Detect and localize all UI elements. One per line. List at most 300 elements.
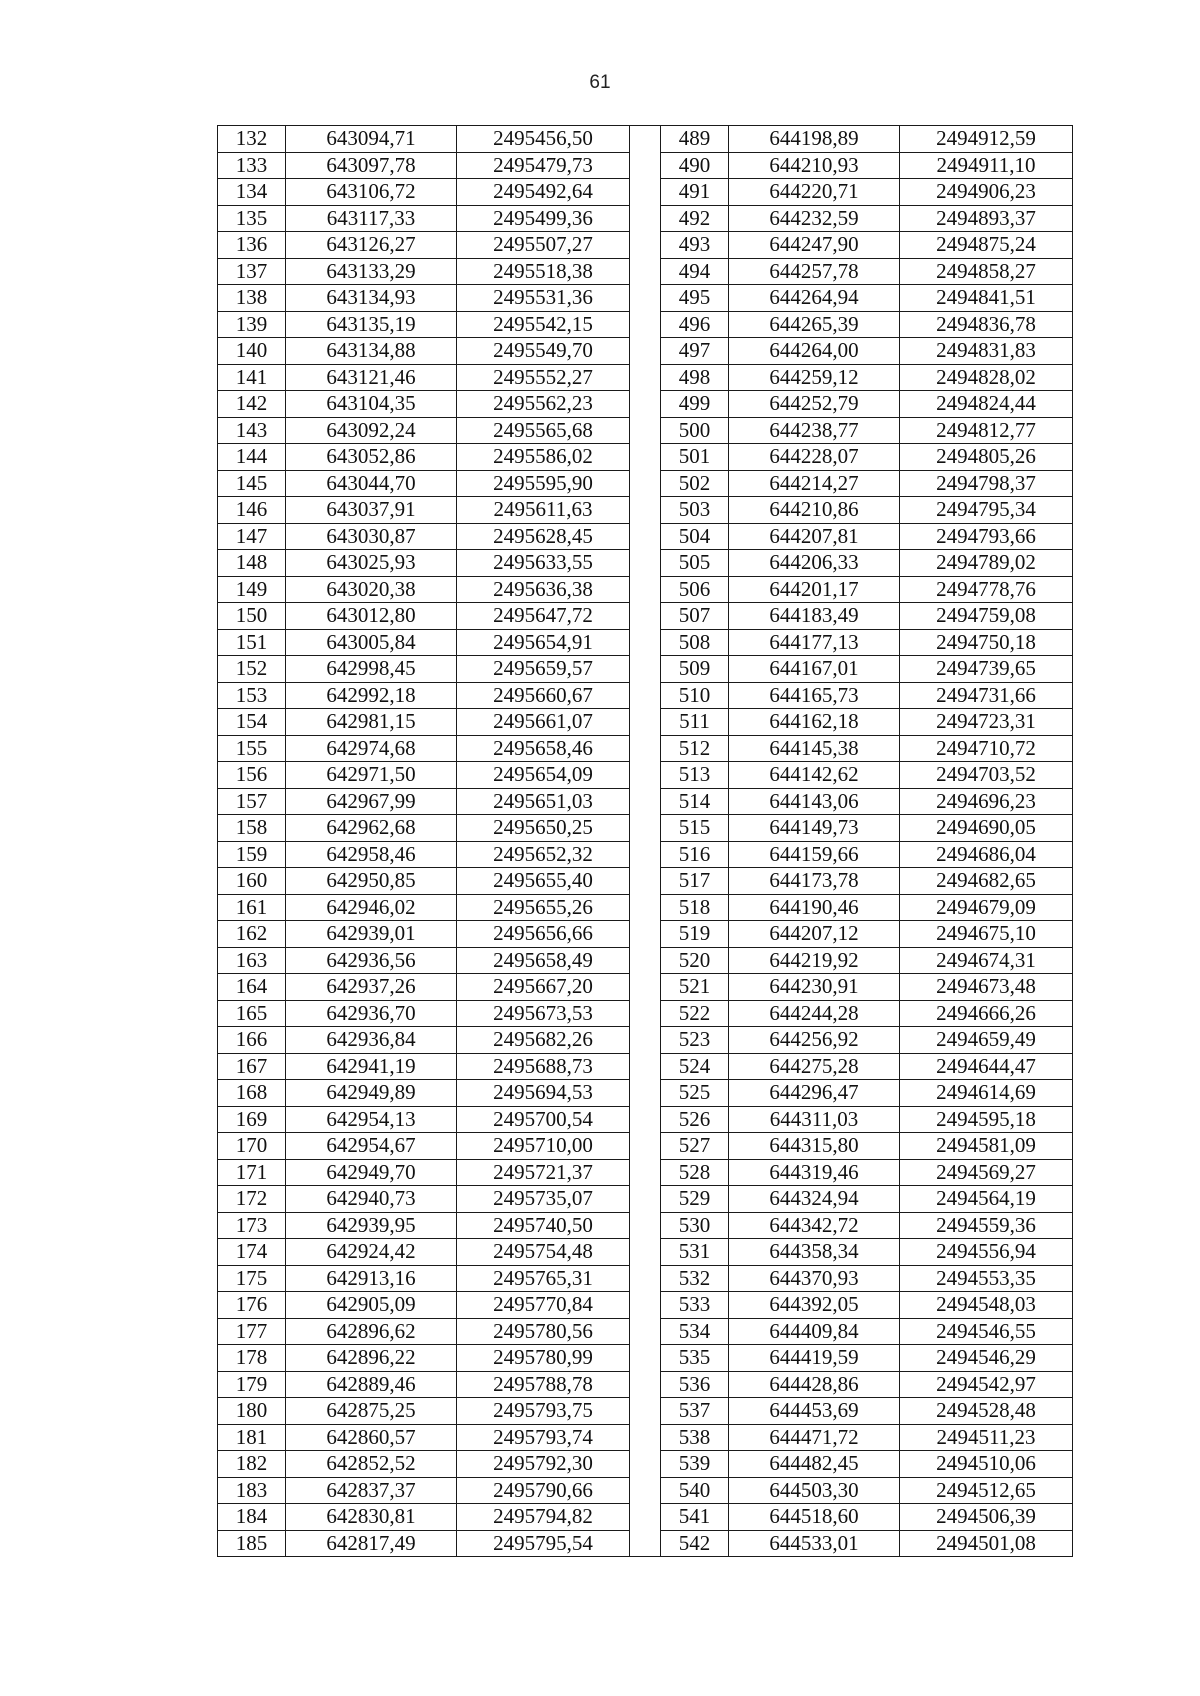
x-coordinate-cell: 644296,47 — [729, 1080, 900, 1107]
y-coordinate-cell: 2494548,03 — [900, 1292, 1073, 1319]
y-coordinate-cell: 2495565,68 — [457, 417, 630, 444]
table-row — [661, 603, 1073, 630]
table-row — [218, 1080, 630, 1107]
table-row — [218, 1106, 630, 1133]
point-number-cell: 509 — [661, 656, 729, 683]
y-coordinate-cell: 2494581,09 — [900, 1133, 1073, 1160]
table-row — [661, 894, 1073, 921]
y-coordinate-cell: 2495652,32 — [457, 841, 630, 868]
x-coordinate-cell: 643044,70 — [286, 470, 457, 497]
coordinates-table-right-body — [661, 126, 1073, 1557]
table-row — [661, 126, 1073, 153]
point-number-cell: 538 — [661, 1424, 729, 1451]
coordinates-table-right — [660, 125, 1073, 1557]
x-coordinate-cell: 642950,85 — [286, 868, 457, 895]
x-coordinate-cell: 644220,71 — [729, 179, 900, 206]
y-coordinate-cell: 2494793,66 — [900, 523, 1073, 550]
point-number-cell: 508 — [661, 629, 729, 656]
table-row — [218, 470, 630, 497]
y-coordinate-cell: 2494659,49 — [900, 1027, 1073, 1054]
y-coordinate-cell: 2494778,76 — [900, 576, 1073, 603]
y-coordinate-cell: 2494501,08 — [900, 1530, 1073, 1557]
y-coordinate-cell: 2495650,25 — [457, 815, 630, 842]
table-row — [218, 1133, 630, 1160]
point-number-cell: 534 — [661, 1318, 729, 1345]
y-coordinate-cell: 2495721,37 — [457, 1159, 630, 1186]
point-number-cell: 532 — [661, 1265, 729, 1292]
y-coordinate-cell: 2494666,26 — [900, 1000, 1073, 1027]
y-coordinate-cell: 2495633,55 — [457, 550, 630, 577]
x-coordinate-cell: 644228,07 — [729, 444, 900, 471]
y-coordinate-cell: 2495628,45 — [457, 523, 630, 550]
x-coordinate-cell: 642889,46 — [286, 1371, 457, 1398]
point-number-cell: 171 — [218, 1159, 286, 1186]
y-coordinate-cell: 2494674,31 — [900, 947, 1073, 974]
table-row — [218, 550, 630, 577]
y-coordinate-cell: 2495788,78 — [457, 1371, 630, 1398]
point-number-cell: 517 — [661, 868, 729, 895]
point-number-cell: 182 — [218, 1451, 286, 1478]
y-coordinate-cell: 2495795,54 — [457, 1530, 630, 1557]
point-number-cell: 158 — [218, 815, 286, 842]
y-coordinate-cell: 2495694,53 — [457, 1080, 630, 1107]
x-coordinate-cell: 642967,99 — [286, 788, 457, 815]
table-row — [661, 629, 1073, 656]
y-coordinate-cell: 2495673,53 — [457, 1000, 630, 1027]
point-number-cell: 147 — [218, 523, 286, 550]
point-number-cell: 138 — [218, 285, 286, 312]
y-coordinate-cell: 2494696,23 — [900, 788, 1073, 815]
point-number-cell: 159 — [218, 841, 286, 868]
table-row — [218, 285, 630, 312]
point-number-cell: 527 — [661, 1133, 729, 1160]
y-coordinate-cell: 2495655,40 — [457, 868, 630, 895]
point-number-cell: 504 — [661, 523, 729, 550]
x-coordinate-cell: 644503,30 — [729, 1477, 900, 1504]
point-number-cell: 144 — [218, 444, 286, 471]
y-coordinate-cell: 2495790,66 — [457, 1477, 630, 1504]
y-coordinate-cell: 2494723,31 — [900, 709, 1073, 736]
x-coordinate-cell: 642998,45 — [286, 656, 457, 683]
x-coordinate-cell: 644409,84 — [729, 1318, 900, 1345]
x-coordinate-cell: 644159,66 — [729, 841, 900, 868]
y-coordinate-cell: 2495794,82 — [457, 1504, 630, 1531]
y-coordinate-cell: 2495735,07 — [457, 1186, 630, 1213]
y-coordinate-cell: 2495531,36 — [457, 285, 630, 312]
point-number-cell: 173 — [218, 1212, 286, 1239]
table-row — [661, 656, 1073, 683]
y-coordinate-cell: 2495654,09 — [457, 762, 630, 789]
point-number-cell: 507 — [661, 603, 729, 630]
y-coordinate-cell: 2495549,70 — [457, 338, 630, 365]
x-coordinate-cell: 642937,26 — [286, 974, 457, 1001]
y-coordinate-cell: 2494546,29 — [900, 1345, 1073, 1372]
x-coordinate-cell: 643097,78 — [286, 152, 457, 179]
x-coordinate-cell: 644259,12 — [729, 364, 900, 391]
x-coordinate-cell: 642913,16 — [286, 1265, 457, 1292]
x-coordinate-cell: 642958,46 — [286, 841, 457, 868]
x-coordinate-cell: 644214,27 — [729, 470, 900, 497]
y-coordinate-cell: 2494673,48 — [900, 974, 1073, 1001]
y-coordinate-cell: 2494542,97 — [900, 1371, 1073, 1398]
point-number-cell: 167 — [218, 1053, 286, 1080]
point-number-cell: 168 — [218, 1080, 286, 1107]
x-coordinate-cell: 642830,81 — [286, 1504, 457, 1531]
table-row — [661, 1424, 1073, 1451]
y-coordinate-cell: 2495780,99 — [457, 1345, 630, 1372]
y-coordinate-cell: 2494841,51 — [900, 285, 1073, 312]
x-coordinate-cell: 642924,42 — [286, 1239, 457, 1266]
table-row — [218, 1451, 630, 1478]
x-coordinate-cell: 644324,94 — [729, 1186, 900, 1213]
y-coordinate-cell: 2495562,23 — [457, 391, 630, 418]
point-number-cell: 512 — [661, 735, 729, 762]
point-number-cell: 495 — [661, 285, 729, 312]
x-coordinate-cell: 642949,89 — [286, 1080, 457, 1107]
point-number-cell: 520 — [661, 947, 729, 974]
y-coordinate-cell: 2495651,03 — [457, 788, 630, 815]
point-number-cell: 143 — [218, 417, 286, 444]
x-coordinate-cell: 644471,72 — [729, 1424, 900, 1451]
y-coordinate-cell: 2495595,90 — [457, 470, 630, 497]
table-row — [218, 603, 630, 630]
x-coordinate-cell: 643121,46 — [286, 364, 457, 391]
y-coordinate-cell: 2494679,09 — [900, 894, 1073, 921]
point-number-cell: 160 — [218, 868, 286, 895]
y-coordinate-cell: 2495552,27 — [457, 364, 630, 391]
x-coordinate-cell: 644149,73 — [729, 815, 900, 842]
y-coordinate-cell: 2495518,38 — [457, 258, 630, 285]
table-row — [661, 1371, 1073, 1398]
x-coordinate-cell: 644453,69 — [729, 1398, 900, 1425]
point-number-cell: 539 — [661, 1451, 729, 1478]
table-row — [661, 815, 1073, 842]
page-number: 61 — [589, 72, 611, 93]
x-coordinate-cell: 644342,72 — [729, 1212, 900, 1239]
x-coordinate-cell: 642860,57 — [286, 1424, 457, 1451]
table-row — [218, 815, 630, 842]
x-coordinate-cell: 644167,01 — [729, 656, 900, 683]
y-coordinate-cell: 2495636,38 — [457, 576, 630, 603]
x-coordinate-cell: 644210,86 — [729, 497, 900, 524]
y-coordinate-cell: 2494828,02 — [900, 364, 1073, 391]
table-row — [218, 709, 630, 736]
y-coordinate-cell: 2495660,67 — [457, 682, 630, 709]
x-coordinate-cell: 644207,12 — [729, 921, 900, 948]
point-number-cell: 169 — [218, 1106, 286, 1133]
x-coordinate-cell: 642936,84 — [286, 1027, 457, 1054]
y-coordinate-cell: 2495740,50 — [457, 1212, 630, 1239]
y-coordinate-cell: 2495507,27 — [457, 232, 630, 259]
y-coordinate-cell: 2494546,55 — [900, 1318, 1073, 1345]
point-number-cell: 499 — [661, 391, 729, 418]
y-coordinate-cell: 2494511,23 — [900, 1424, 1073, 1451]
point-number-cell: 154 — [218, 709, 286, 736]
y-coordinate-cell: 2494739,65 — [900, 656, 1073, 683]
point-number-cell: 529 — [661, 1186, 729, 1213]
table-row — [218, 921, 630, 948]
y-coordinate-cell: 2494512,65 — [900, 1477, 1073, 1504]
x-coordinate-cell: 642981,15 — [286, 709, 457, 736]
y-coordinate-cell: 2494675,10 — [900, 921, 1073, 948]
x-coordinate-cell: 642896,62 — [286, 1318, 457, 1345]
point-number-cell: 528 — [661, 1159, 729, 1186]
x-coordinate-cell: 644358,34 — [729, 1239, 900, 1266]
table-row — [661, 232, 1073, 259]
point-number-cell: 148 — [218, 550, 286, 577]
x-coordinate-cell: 643052,86 — [286, 444, 457, 471]
point-number-cell: 135 — [218, 205, 286, 232]
table-row — [218, 735, 630, 762]
point-number-cell: 179 — [218, 1371, 286, 1398]
x-coordinate-cell: 642992,18 — [286, 682, 457, 709]
point-number-cell: 166 — [218, 1027, 286, 1054]
x-coordinate-cell: 644210,93 — [729, 152, 900, 179]
x-coordinate-cell: 644482,45 — [729, 1451, 900, 1478]
table-row — [218, 1504, 630, 1531]
y-coordinate-cell: 2495770,84 — [457, 1292, 630, 1319]
y-coordinate-cell: 2495658,46 — [457, 735, 630, 762]
table-row — [661, 1186, 1073, 1213]
x-coordinate-cell: 644256,92 — [729, 1027, 900, 1054]
point-number-cell: 174 — [218, 1239, 286, 1266]
point-number-cell: 493 — [661, 232, 729, 259]
point-number-cell: 497 — [661, 338, 729, 365]
y-coordinate-cell: 2495661,07 — [457, 709, 630, 736]
y-coordinate-cell: 2494812,77 — [900, 417, 1073, 444]
point-number-cell: 496 — [661, 311, 729, 338]
x-coordinate-cell: 642896,22 — [286, 1345, 457, 1372]
point-number-cell: 503 — [661, 497, 729, 524]
y-coordinate-cell: 2495659,57 — [457, 656, 630, 683]
point-number-cell: 541 — [661, 1504, 729, 1531]
x-coordinate-cell: 642971,50 — [286, 762, 457, 789]
y-coordinate-cell: 2494831,83 — [900, 338, 1073, 365]
y-coordinate-cell: 2495647,72 — [457, 603, 630, 630]
table-row — [218, 1345, 630, 1372]
x-coordinate-cell: 644533,01 — [729, 1530, 900, 1557]
y-coordinate-cell: 2495710,00 — [457, 1133, 630, 1160]
table-row — [218, 417, 630, 444]
x-coordinate-cell: 644265,39 — [729, 311, 900, 338]
table-row — [661, 788, 1073, 815]
table-row — [218, 444, 630, 471]
table-row — [218, 682, 630, 709]
table-row — [218, 1186, 630, 1213]
x-coordinate-cell: 643020,38 — [286, 576, 457, 603]
table-row — [661, 868, 1073, 895]
point-number-cell: 513 — [661, 762, 729, 789]
x-coordinate-cell: 644238,77 — [729, 417, 900, 444]
x-coordinate-cell: 643134,88 — [286, 338, 457, 365]
y-coordinate-cell: 2494690,05 — [900, 815, 1073, 842]
x-coordinate-cell: 643126,27 — [286, 232, 457, 259]
y-coordinate-cell: 2494731,66 — [900, 682, 1073, 709]
x-coordinate-cell: 644370,93 — [729, 1265, 900, 1292]
table-row — [661, 1398, 1073, 1425]
y-coordinate-cell: 2495655,26 — [457, 894, 630, 921]
x-coordinate-cell: 643037,91 — [286, 497, 457, 524]
y-coordinate-cell: 2494703,52 — [900, 762, 1073, 789]
table-row — [661, 550, 1073, 577]
y-coordinate-cell: 2494836,78 — [900, 311, 1073, 338]
table-row — [661, 470, 1073, 497]
point-number-cell: 530 — [661, 1212, 729, 1239]
y-coordinate-cell: 2494893,37 — [900, 205, 1073, 232]
table-row — [218, 523, 630, 550]
y-coordinate-cell: 2494858,27 — [900, 258, 1073, 285]
x-coordinate-cell: 643025,93 — [286, 550, 457, 577]
table-row — [218, 1053, 630, 1080]
y-coordinate-cell: 2494595,18 — [900, 1106, 1073, 1133]
table-gap — [630, 125, 660, 1557]
table-row — [218, 1000, 630, 1027]
y-coordinate-cell: 2495667,20 — [457, 974, 630, 1001]
x-coordinate-cell: 644252,79 — [729, 391, 900, 418]
point-number-cell: 134 — [218, 179, 286, 206]
table-row — [661, 974, 1073, 1001]
point-number-cell: 533 — [661, 1292, 729, 1319]
point-number-cell: 491 — [661, 179, 729, 206]
y-coordinate-cell: 2495793,74 — [457, 1424, 630, 1451]
point-number-cell: 183 — [218, 1477, 286, 1504]
point-number-cell: 492 — [661, 205, 729, 232]
x-coordinate-cell: 642939,01 — [286, 921, 457, 948]
table-row — [661, 364, 1073, 391]
table-row — [661, 1239, 1073, 1266]
point-number-cell: 502 — [661, 470, 729, 497]
x-coordinate-cell: 642946,02 — [286, 894, 457, 921]
x-coordinate-cell: 644518,60 — [729, 1504, 900, 1531]
table-row — [661, 523, 1073, 550]
point-number-cell: 511 — [661, 709, 729, 736]
y-coordinate-cell: 2494644,47 — [900, 1053, 1073, 1080]
x-coordinate-cell: 644183,49 — [729, 603, 900, 630]
table-row — [661, 1080, 1073, 1107]
y-coordinate-cell: 2494686,04 — [900, 841, 1073, 868]
point-number-cell: 181 — [218, 1424, 286, 1451]
table-row — [218, 1292, 630, 1319]
x-coordinate-cell: 644230,91 — [729, 974, 900, 1001]
table-row — [661, 682, 1073, 709]
y-coordinate-cell: 2495456,50 — [457, 126, 630, 153]
y-coordinate-cell: 2495700,54 — [457, 1106, 630, 1133]
point-number-cell: 514 — [661, 788, 729, 815]
table-row — [661, 735, 1073, 762]
x-coordinate-cell: 644145,38 — [729, 735, 900, 762]
table-row — [661, 709, 1073, 736]
point-number-cell: 540 — [661, 1477, 729, 1504]
point-number-cell: 523 — [661, 1027, 729, 1054]
table-row — [218, 1212, 630, 1239]
y-coordinate-cell: 2494553,35 — [900, 1265, 1073, 1292]
coordinates-table-left — [217, 125, 630, 1557]
point-number-cell: 521 — [661, 974, 729, 1001]
point-number-cell: 164 — [218, 974, 286, 1001]
y-coordinate-cell: 2494789,02 — [900, 550, 1073, 577]
y-coordinate-cell: 2495754,48 — [457, 1239, 630, 1266]
point-number-cell: 498 — [661, 364, 729, 391]
point-number-cell: 180 — [218, 1398, 286, 1425]
table-row — [218, 1265, 630, 1292]
y-coordinate-cell: 2494798,37 — [900, 470, 1073, 497]
point-number-cell: 526 — [661, 1106, 729, 1133]
x-coordinate-cell: 644165,73 — [729, 682, 900, 709]
table-row — [218, 1027, 630, 1054]
x-coordinate-cell: 644219,92 — [729, 947, 900, 974]
y-coordinate-cell: 2494569,27 — [900, 1159, 1073, 1186]
table-row — [661, 179, 1073, 206]
x-coordinate-cell: 644232,59 — [729, 205, 900, 232]
table-row — [661, 1530, 1073, 1557]
table-row — [218, 205, 630, 232]
x-coordinate-cell: 642817,49 — [286, 1530, 457, 1557]
table-row — [661, 1451, 1073, 1478]
table-row — [661, 1159, 1073, 1186]
x-coordinate-cell: 643094,71 — [286, 126, 457, 153]
table-row — [218, 894, 630, 921]
point-number-cell: 510 — [661, 682, 729, 709]
coordinate-sheet — [217, 125, 1072, 1557]
x-coordinate-cell: 642939,95 — [286, 1212, 457, 1239]
y-coordinate-cell: 2494614,69 — [900, 1080, 1073, 1107]
point-number-cell: 176 — [218, 1292, 286, 1319]
table-row — [218, 629, 630, 656]
x-coordinate-cell: 644162,18 — [729, 709, 900, 736]
table-row — [218, 1159, 630, 1186]
x-coordinate-cell: 644177,13 — [729, 629, 900, 656]
y-coordinate-cell: 2495658,49 — [457, 947, 630, 974]
point-number-cell: 494 — [661, 258, 729, 285]
x-coordinate-cell: 642936,56 — [286, 947, 457, 974]
x-coordinate-cell: 643106,72 — [286, 179, 457, 206]
table-row — [661, 311, 1073, 338]
table-row — [218, 311, 630, 338]
point-number-cell: 153 — [218, 682, 286, 709]
x-coordinate-cell: 644419,59 — [729, 1345, 900, 1372]
x-coordinate-cell: 642905,09 — [286, 1292, 457, 1319]
y-coordinate-cell: 2495780,56 — [457, 1318, 630, 1345]
x-coordinate-cell: 644257,78 — [729, 258, 900, 285]
x-coordinate-cell: 644206,33 — [729, 550, 900, 577]
x-coordinate-cell: 642974,68 — [286, 735, 457, 762]
table-row — [661, 1345, 1073, 1372]
point-number-cell: 519 — [661, 921, 729, 948]
table-row — [661, 417, 1073, 444]
x-coordinate-cell: 644244,28 — [729, 1000, 900, 1027]
point-number-cell: 161 — [218, 894, 286, 921]
x-coordinate-cell: 644247,90 — [729, 232, 900, 259]
point-number-cell: 157 — [218, 788, 286, 815]
table-row — [661, 258, 1073, 285]
table-row — [218, 364, 630, 391]
point-number-cell: 165 — [218, 1000, 286, 1027]
point-number-cell: 142 — [218, 391, 286, 418]
point-number-cell: 170 — [218, 1133, 286, 1160]
x-coordinate-cell: 642837,37 — [286, 1477, 457, 1504]
point-number-cell: 184 — [218, 1504, 286, 1531]
table-row — [218, 788, 630, 815]
table-row — [218, 179, 630, 206]
table-row — [661, 205, 1073, 232]
x-coordinate-cell: 643135,19 — [286, 311, 457, 338]
x-coordinate-cell: 644142,62 — [729, 762, 900, 789]
table-row — [218, 1398, 630, 1425]
y-coordinate-cell: 2494805,26 — [900, 444, 1073, 471]
table-row — [218, 497, 630, 524]
point-number-cell: 489 — [661, 126, 729, 153]
y-coordinate-cell: 2495688,73 — [457, 1053, 630, 1080]
